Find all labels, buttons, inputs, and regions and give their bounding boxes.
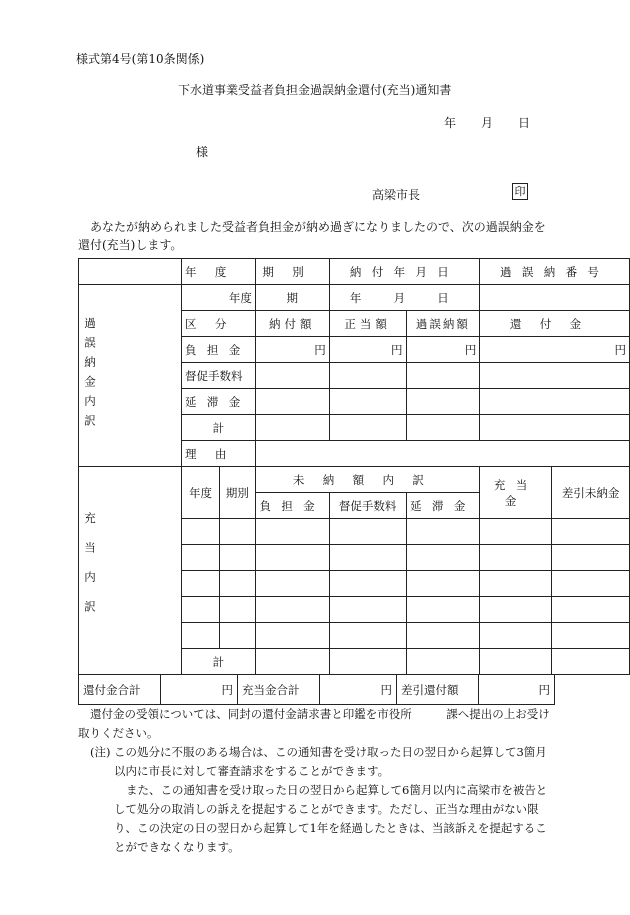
note-label: (注) [90,745,111,759]
header-payment-date: 納付年月日 [329,259,480,285]
issuer-name: 高梁市長 [372,188,421,202]
unpaid-breakdown-header: 未納額内訳 [255,467,479,493]
appropriation-section-label: 充当内訳 [79,467,182,675]
header-installment: 期別 [255,259,329,285]
appropriation-total-amount-label: 充当金合計 [238,675,320,705]
overpayment-section-label: 過誤納金内訳 [79,285,182,467]
net-refund-label: 差引還付額 [397,675,479,705]
appropriation-total-label: 計 [182,649,256,675]
yen-unit: 円 [406,337,480,363]
yen-unit: 円 [480,337,630,363]
addressee-suffix: 様 [196,145,209,159]
net-unpaid-header: 差引未納金 [552,467,630,519]
totals-table [78,674,555,705]
subtotal-label: 計 [182,415,256,441]
document-title: 下水道事業受益者負担金過誤納金還付(充当)通知書 [178,83,452,97]
burden-charge-label: 負担金 [182,337,256,363]
yen-unit: 円 [329,337,406,363]
note-1: (注) この処分に不服のある場合は、この通知書を受け取った日の翌日から起算して3箇月以内に市長に対して審査請求をすることができます。 [90,745,547,778]
seal-stamp: 印 [512,183,528,200]
intro-text: あなたが納められました受益者負担金が納め過ぎになりましたので、次の過誤納金を還付(充当)します。 [78,220,546,252]
issue-date [444,114,530,131]
yen-unit: 円 [255,337,329,363]
yen-unit: 円 [161,675,238,705]
yen-unit: 円 [320,675,397,705]
reminder-fee-label: 督促手数料 [182,363,256,389]
date-day-label: 日 [518,116,531,130]
notes-section [78,705,558,857]
yen-unit: 円 [479,675,555,705]
appr-period-header: 期別 [219,467,255,519]
appropriation-amount-header: 充当金 [480,467,552,519]
date-year-label: 年 [444,116,457,130]
reason-label: 理由 [182,441,256,467]
proper-amount-header: 正当額 [329,311,406,337]
overpay-year-label: 年度 [182,285,256,311]
late-charge-label: 延滞金 [182,389,256,415]
refund-amount-header: 還付金 [480,311,630,337]
overpaid-amount-header: 過誤納額 [406,311,480,337]
refund-total-label: 還付金合計 [79,675,161,705]
header-fiscal-year: 年度 [182,259,256,285]
receipt-instructions: 還付金の受領については、同封の還付金請求書と印鑑を市役所 課へ提出の上お受け取りください。 [78,707,550,740]
category-label: 区分 [182,311,256,337]
sub-burden-header: 負担金 [255,493,329,519]
paid-amount-header: 納付額 [255,311,329,337]
overpay-period-label: 期 [255,285,329,311]
form-number: 様式第4号(第10条関係) [76,52,205,66]
refund-detail-table [78,258,630,675]
overpay-date-label: 年 月 日 [329,285,480,311]
note-2: また、この通知書を受け取った日の翌日から起算して6箇月以内に高梁市を被告として処分の取消しの訴えを提起することができます。ただし、正当な理由がない限り、この決定の日の翌日から起算して1年を経過したときは、当該訴えを提起することができなくなります。 [114,783,548,854]
header-overpayment-number: 過誤納番号 [480,259,630,285]
date-month-label: 月 [481,116,494,130]
sub-late-charge-header: 延滞金 [406,493,480,519]
appr-year-header: 年度 [182,467,220,519]
sub-reminder-fee-header: 督促手数料 [329,493,406,519]
